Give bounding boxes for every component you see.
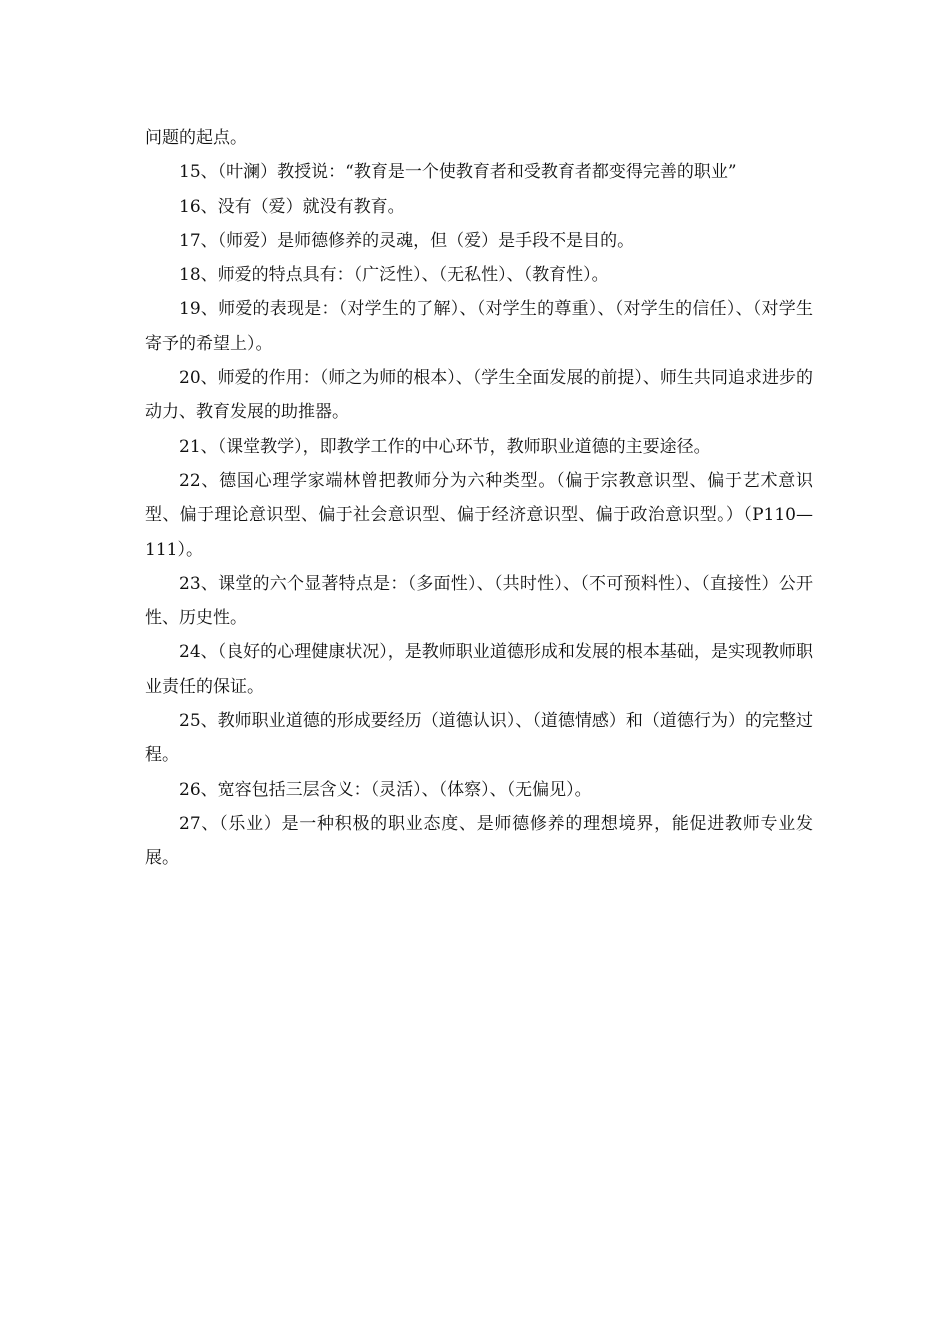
paragraph-item-16: 16、没有（爱）就没有教育。 xyxy=(179,196,405,217)
paragraph-continuation: 问题的起点。 xyxy=(145,128,247,148)
paragraph-item-22: 22、德国心理学家端林曾把教师分为六种类型。（偏于宗教意识型、偏于艺术意识型、偏于理论意识型、偏于社会意识型、偏于经济意识型、偏于政治意识型。）（P110—111）。 xyxy=(145,470,813,560)
paragraph-item-18: 18、师爱的特点具有：（广泛性）、（无私性）、（教育性）。 xyxy=(179,265,609,286)
paragraph-item-20: 20、师爱的作用：（师之为师的根本）、（学生全面发展的前提）、师生共同追求进步的动力、教育发展的助推器。 xyxy=(145,368,813,423)
paragraph-item-21: 21、（课堂教学），即教学工作的中心环节，教师职业道德的主要途径。 xyxy=(179,436,711,457)
paragraph-item-25: 25、教师职业道德的形成要经历（道德认识）、（道德情感）和（道德行为）的完整过程。 xyxy=(145,711,813,766)
document-body xyxy=(145,121,813,876)
paragraph-item-17: 17、（师爱）是师德修养的灵魂，但（爱）是手段不是目的。 xyxy=(179,230,635,251)
paragraph-item-24: 24、（良好的心理健康状况），是教师职业道德形成和发展的根本基础，是实现教师职业责任的保证。 xyxy=(145,642,813,697)
paragraph-item-27: 27、（乐业）是一种积极的职业态度、是师德修养的理想境界，能促进教师专业发展。 xyxy=(145,813,813,869)
paragraph-item-23: 23、课堂的六个显著特点是：（多面性）、（共时性）、（不可预料性）、（直接性）公开性、历史性。 xyxy=(145,573,813,629)
paragraph-item-26: 26、宽容包括三层含义：（灵活）、（体察）、（无偏见）。 xyxy=(179,779,592,800)
paragraph-item-19: 19、师爱的表现是：（对学生的了解）、（对学生的尊重）、（对学生的信任）、（对学生寄予的希望上）。 xyxy=(145,299,813,354)
paragraph-item-15: 15、（叶澜）教授说：“教育是一个使教育者和受教育者都变得完善的职业” xyxy=(179,162,737,183)
